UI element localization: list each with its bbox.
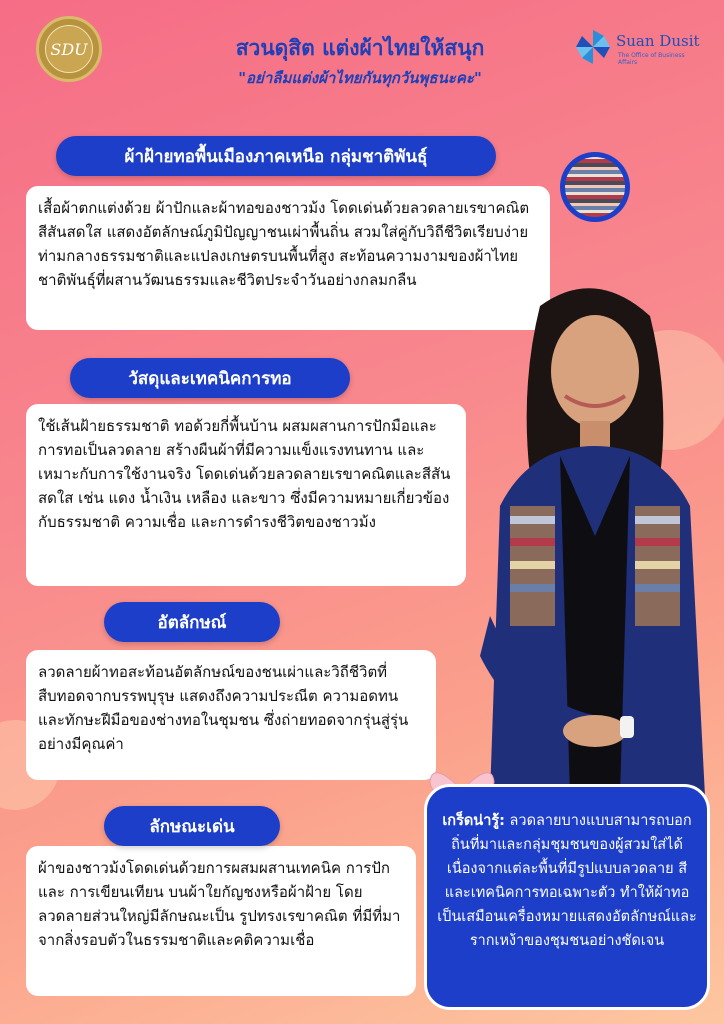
section-body-box (26, 404, 466, 586)
section-heading: ผ้าฝ้ายทอพื้นเมืองภาคเหนือ กลุ่มชาติพันธุ์ (124, 146, 428, 167)
seal-monogram: SDU (45, 25, 93, 73)
section-heading-pill (70, 358, 350, 398)
section-body-text: ผ้าของชาวม้งโดดเด่นด้วยการผสมผสานเทคนิค การปัก และ การเขียนเทียน บนผ้าใยกัญชงหรือผ้าฝ้าย โดยลวดลายส่วนใหญ่มีลักษณะเป็น รูปทรงเรขาคณิต ที่มีที่มาจากสิ่งรอบตัวในธรรมชาติและคติความเชื่อ (38, 859, 401, 949)
section-heading: ลักษณะเด่น (149, 816, 235, 837)
fabric-thumbnail (560, 152, 630, 222)
section-heading-pill (104, 602, 280, 642)
university-seal-logo (36, 16, 102, 82)
section-heading-pill (56, 136, 496, 176)
suan-dusit-logo (574, 28, 704, 70)
section-heading-pill (104, 806, 280, 846)
logo-tagline: The Office of Business Affairs (618, 52, 685, 66)
section-heading: อัตลักษณ์ (157, 612, 227, 633)
fun-fact-lead: เกร็ดน่ารู้: (442, 813, 505, 829)
section-body-text: ใช้เส้นฝ้ายธรรมชาติ ทอด้วยกี่พื้นบ้าน ผสมผสานการปักมือและการทอเป็นลวดลาย สร้างผืนผ้าที่มีความแข็งแรงทนทาน และเหมาะกับการใช้งานจริง โดดเด่นด้วยลวดลายเรขาคณิตและสีสันสดใส เช่น แดง น้ำเงิน เหลือง และขาว ซึ่งมีความหมายเกี่ยวข้องกับธรรมชาติ ความเชื่อ และการดำรงชีวิตของชาวม้ง (38, 417, 451, 531)
section-heading: วัสดุและเทคนิคการทอ (128, 368, 292, 389)
woman-in-hmong-jacket-photo (470, 276, 720, 796)
logo-name: Suan Dusit (616, 32, 700, 50)
section-body-box (26, 650, 436, 780)
section-body-text: ลวดลายผ้าทอสะท้อนอัตลักษณ์ของชนเผ่าและวิถีชีวิตที่สืบทอดจากบรรพบุรุษ แสดงถึงความประณีต ความอดทน และทักษะฝีมือของช่างทอในชุมชน ซึ่งถ่ายทอดจากรุ่นสู่รุ่นอย่างมีคุณค่า (38, 663, 409, 753)
section-body-text: เสื้อผ้าตกแต่งด้วย ผ้าปักและผ้าทอของชาวม้ง โดดเด่นด้วยลวดลายเรขาคณิตสีสันสดใส แสดงอัตลักษณ์ภูมิปัญญาชนเผ่าพื้นถิ่น สวมใส่คู่กับวิถีชีวิตเรียบง่ายท่ามกลางธรรมชาติและแปลงเกษตรบนพื้นที่สูง สะท้อนความงามของผ้าไทยชาติพันธุ์ที่ผสานวัฒนธรรมและชีวิตประจำวันอย่างกลมกลืน (38, 199, 530, 289)
page-subtitle: "อย่าลืมแต่งผ้าไทยกันทุกวันพุธนะคะ" (238, 69, 482, 87)
fun-fact-text: ลวดลายบางแบบสามารถบอกถิ่นที่มาและกลุ่มชุมชนของผู้สวมใส่ได้ เนื่องจากแต่ละพื้นที่มีรูปแบบลวดลาย สี และเทคนิคการทอเฉพาะตัว ทำให้ผ้าทอเป็นเสมือนเครื่องหมายแสดงอัตลักษณ์และรากเหง้าของชุมชนอย่างชัดเจน (437, 813, 697, 949)
section-body-box (26, 846, 416, 996)
fun-fact-box (424, 784, 710, 1010)
fabric-pattern (565, 157, 625, 217)
pinwheel-icon (574, 28, 612, 66)
page-title: สวนดุสิต แต่งผ้าไทยให้สนุก (235, 36, 485, 60)
